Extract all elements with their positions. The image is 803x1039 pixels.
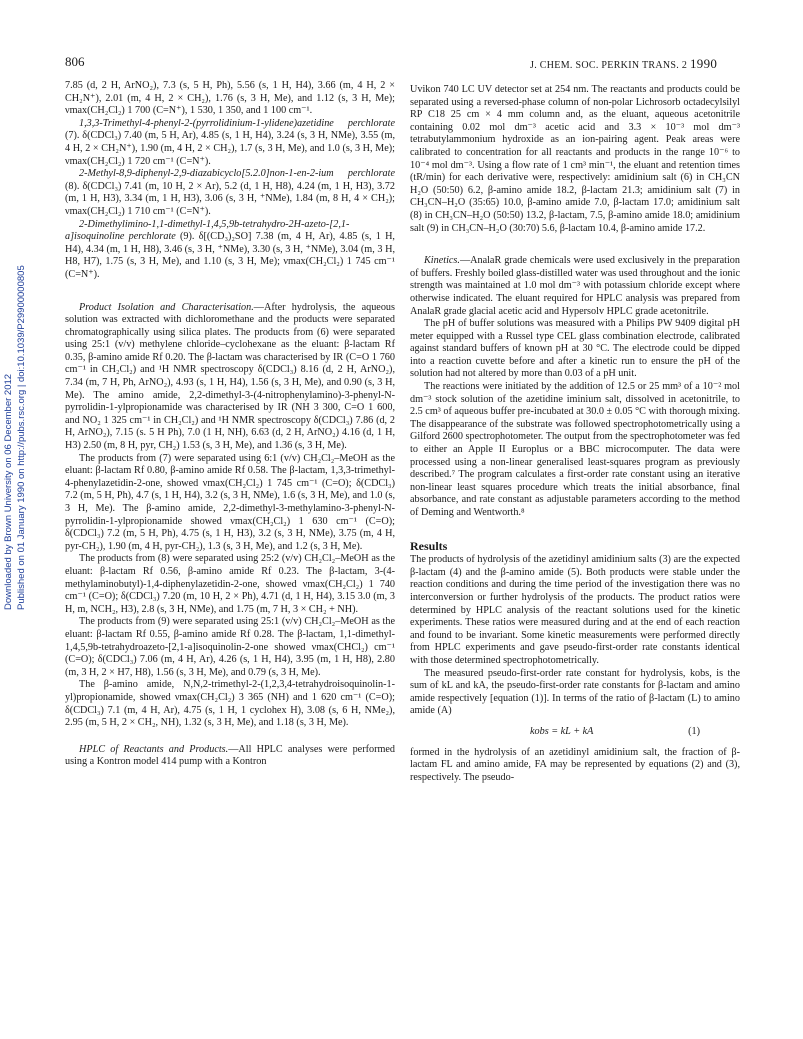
paragraph: The products of hydrolysis of the azetidinyl amidinium salts (3) are the expected β-lactam (4) and the β-amino amide (5). Both products were stable under the reaction conditions and during the time period of the investigation there was no interconversion or further hydrolysis of the products. The product ratios were determined by HPLC analysis of the reactant solutions used for the kinetic experiments. These ratios were measured during and at the end of each reaction and found to be invariant. Some kinetic measurements were performed directly from HPLC experiments and gave pseudo-first-order rate constants identical with those determined spectrophotometrically. [410, 554, 740, 666]
left-column [65, 80, 395, 769]
paragraph: Kinetics.—AnalaR grade chemicals were used exclusively in the preparation of buffers. Freshly boiled glass-distilled water was used throughout and the ionic strength was maintained at 1.0 mol dm⁻³ with potassium chloride except where otherwise indicated. The eluant required for HPLC analysis was prepared from AnalaR grade glacial acetic acid and Hypersolv HPLC grade acetonitrile. [410, 255, 740, 317]
paragraph: 1,3,3-Trimethyl-4-phenyl-2-(pyrrolidinium-1-ylidene)azetidine perchlorate (7). δ(CDCl₃) 7.40 (m, 5 H, Ar), 4.85 (s, 1 H, H4), 3.24 (s, 3 H, NMe), 3.55 (m, 4 H, 2 × CH₂N⁺), 1.90 (m, 4 H, 2 × CH₂), 1.7 (s, 3 H, Me), and 1.0 (s, 3 H, Me); νmax(CH₂Cl₂) 1 720 cm⁻¹ (C=N⁺). [65, 117, 395, 167]
paragraph: HPLC of Reactants and Products.—All HPLC analyses were performed using a Kontron model 414 pump with a Kontron [65, 743, 396, 768]
paragraph: The products from (9) were separated using 25:1 (v/v) CH₂Cl₂–MeOH as the eluant: β-lactam Rf 0.55, β-amino amide Rf 0.28. The β-lactam, 1,1-dimethyl-1,4,5,9b-tetrahydroazeto-[2,1-a]isoquinolin-2-one showed νmax(CHCl₂) cm⁻¹ (C=O); δ(CDCl₃) 7.06 (m, 4 H, Ar), 4.26 (s, 1 H, H4), 3.95 (m, 1 H, H8), 2.80 (m, 3 H, 2 × H7, H8), 1.56 (s, 3 H, Me), and 0.79 (s, 3 H, Me). [65, 616, 395, 678]
compound-title: 2-Dimethylimino-1,1-dimethyl-1,4,5,9b-tetrahydro-2H-azeto-[2,1-a]isoquinoline perchlorate [65, 218, 350, 243]
results-heading: Results [410, 538, 448, 553]
page-number: 806 [65, 54, 85, 69]
paragraph: The reactions were initiated by the addition of 12.5 or 25 mm³ of a 10⁻² mol dm⁻³ stock solution of the azetidine iminium salt, dissolved in acetonitrile, to 2.5 cm³ of aqueous buffer pre-incubated at 30.0 ± 0.05 °C with thorough mixing. The disappearance of the substrate was followed spectrophotometrically using a Gilford 2600 spectrophotometer. The output from the spectrophotometer was fed to either an Apple II Europlus or a BBC microcomputer. The data were processed using a non-linear generalised least-squares program as previously described.⁷ The program calculates a first-order rate constant using an iterative non-linear least squares procedure which treats the initial absorbance, final absorbance, and rate constant as adjustable parameters according to the method of Deming and Wentworth.⁸ [410, 381, 740, 518]
paragraph: Product Isolation and Characterisation.—After hydrolysis, the aqueous solution was extracted with dichloromethane and the products were separated chromatographically using silica plates. The products from (6) were separated using 25:1 (v/v) methylene chloride–cyclohexane as the eluant: β-lactam Rf 0.35, β-amino amide Rf 0.20. The β-lactam was characterised by IR (C=O 1 760 cm⁻¹ in CH₂Cl₂) and ¹H NMR spectroscopy δ(CDCl₃) 8.16 (d, 2 H, ArNO₂), 7.34 (m, 7 H, Ph, ArNO₂), 4.93 (s, 1 H, H4), 1.56 (s, 3 H, Me), and 0.90 (s, 3 H, Me). The amino amide, 2,2-dimethyl-3-(4-nitrophenylamino)-3-phenyl-N-pyrrolidin-1-ylpropionamide was characterised by IR (NH 3 300, C=O 1 600, and NO₂ 1 325 cm⁻¹ in CH₂Cl₂) and ¹H NMR spectroscopy δ(CDCl₃) 7.86 (d, 2 H, ArNO₂), 7.15 (s. 5 H Ph), 7.0 (1 H, NH), 6.63 (d, 2 H, ArNO₂) 4.16 (d, 1 H, H3) 2.50 (m, 8 H, pyr, CH₂) 1.53 (s, 3 H, Me), and 1.36 (s, 3 H, Me). [65, 301, 395, 452]
paragraph: 7.85 (d, 2 H, ArNO₂), 7.3 (s, 5 H, Ph), 5.56 (s, 1 H, H4), 3.66 (m, 4 H, 2 × CH₂N⁺), 2.01 (m, 4 H, 2 × CH₂), 1.76 (s, 3 H, Me), and 1.12 (s, 3 H, Me); νmax(CH₂Cl₂) 1 700 (C=N⁺), 1 530, 1 350, and 1 100 cm⁻¹. [65, 80, 395, 117]
paragraph: The products from (7) were separated using 6:1 (v/v) CH₂Cl₂–MeOH as the eluant: β-lactam Rf 0.80, β-amino amide Rf 0.58. The β-lactam, 1,3,3-trimethyl-4-phenylazetidin-2-one, showed νmax(CH₂Cl₂) 1 745 cm⁻¹ (C=O); δ(CDCl₃) 7.2 (m, 5 H, Ph), 4.7 (s, 1 H, H4), 3.2 (s, 3 H, NMe), 1.6 (s, 3 H, Me), and 1.0 (s, 3 H, Me). The β-amino amide, 2,2-dimethyl-3-methylamino-3-phenyl-N-pyrrolidin-1-ylpropionamide showed νmax(CH₂Cl₂) 1 630 cm⁻¹ (C=O); δ(CDCl₃) 7.2 (m, 5 H, Ph), 4.75 (s, 1 H, H3), 3.2 (s, 3 H, NMe), 3.75 (m, 4 H, pyr-CH₂), 1.90 (m, 4 H, pyr-CH₂), 1.3 (s, 3 H, Me), and 1.2 (s, 3 H, Me). [65, 452, 395, 552]
equation-1 [410, 718, 740, 747]
download-sidebar [2, 180, 30, 610]
journal-header [530, 56, 717, 72]
paragraph: The β-amino amide, N,N,2-trimethyl-2-(1,2,3,4-tetrahydroisoquinolin-1-yl)propionamide, showed νmax(CH₂Cl₂) 3 365 (NH) and 1 620 cm⁻¹ (C=O); δ(CDCl₃) 7.1 (m, 4 H, Ar), 4.75 (s, 1 H, 1 cyclohex H), 3.08 (s, 6 H, NMe₂), 2.95 (m, 5 H, 2 × CH₂, NH), 1.32 (s, 3 H, Me), and 1.18 (s, 3 H, Me). [65, 679, 395, 729]
paragraph: The pH of buffer solutions was measured with a Philips PW 9409 digital pH meter equipped with a Russel type CEL glass combination electrode, calibrated against standard buffers of known pH at 30 °C. The electrode could be dipped into a reaction cuvette before and after a kinetic run to ensure the pH of the solution had not altered by more than 0.03 of a pH unit. [410, 318, 740, 380]
sidebar-download-line[interactable]: Downloaded by Brown University on 06 December 2012 [3, 373, 14, 610]
paragraph: formed in the hydrolysis of an azetidinyl amidinium salt, the fraction of β-lactam FL and amino amide, FA may be represented by equations (2) and (3), respectively. The pseudo- [410, 746, 740, 783]
paragraph: 2-Methyl-8,9-diphenyl-2,9-diazabicyclo[5.2.0]non-1-en-2-ium perchlorate (8). δ(CDCl₃) 7.41 (m, 10 H, 2 × Ar), 5.2 (d, 1 H, H8), 4.24 (m, 1 H, H3), 3.72 (m, 1 H, H3), 3.34 (m, 1 H, H3), 3.06 (s, 3 H, ⁺NMe), 1.84 (m, 8 H, 4 × CH₂); νmax(CH₂Cl₂) 1 710 cm⁻¹ (C=N⁺). [65, 168, 395, 217]
equation-body: kobs = kL + kA [530, 725, 594, 737]
sidebar-doi-line[interactable]: Published on 01 January 1990 on http://pubs.rsc.org | doi:10.1039/P29900000805 [16, 265, 27, 610]
subsection-title: Product Isolation and Characterisation. [79, 301, 254, 313]
journal-year: 1990 [689, 56, 718, 71]
compound-title: 1,3,3-Trimethyl-4-phenyl-2-(pyrrolidinium-1-ylidene)azetidine perchlorate [79, 117, 395, 129]
paragraph: The measured pseudo-first-order rate constant for hydrolysis, kobs, is the sum of kL and kA, the pseudo-first-order rate constants for β-lactam and amino amide respectively [equation (1)]. In terms of the ratio of β-lactam (L) to amino amide (A) [410, 667, 740, 717]
journal-title: J. CHEM. SOC. PERKIN TRANS. 2 [530, 60, 688, 71]
paragraph: The products from (8) were separated using 25:2 (v/v) CH₂Cl₂–MeOH as the eluant: β-lactam Rf 0.56, β-amino amide Rf 0.23. The β-lactam, 3-(4-methylaminobutyl)-1,4-diphenylazetidin-2-one, showed νmax(CH₂Cl₂) 1 740 cm⁻¹ (C=O); δ(CDCl₃) 7.20 (m, 10 H, 2 × Ph), 4.71 (d, 1 H, H4), 3.15 3.0 (m, 3 H, m, NCH₂, H3), 2.8 (s, 3 H, NMe), and 1.75 (m, 7 H, 3 × CH₂ + NH). [65, 553, 395, 615]
paragraph: 2-Dimethylimino-1,1-dimethyl-1,4,5,9b-tetrahydro-2H-azeto-[2,1-a]isoquinoline perchlorate (9). δ[(CD₃)₂SO] 7.38 (m, 4 H, Ar), 4.85 (s, 1 H, H4), 4.34 (m, 1 H, H8), 3.46 (s, 3 H, ⁺NMe), 3.30 (s, 3 H, ⁺NMe), 3.04 (m, 3 H, H8, H7), 1.75 (s, 3 H, Me), and 1.10 (s, 3 H, Me); νmax(CH₂Cl₂) 1 745 cm⁻¹ (C=N⁺). [65, 218, 395, 280]
subsection-title: HPLC of Reactants and Products. [79, 743, 229, 755]
paragraph: Uvikon 740 LC UV detector set at 254 nm. The reactants and products could be separated using a reversed-phase column of non-polar Lichrosorb octadecylsilyl RP C18 25 cm × 4 mm column and, as the eluant, aqueous acetonitrile containing 0.02 mol dm⁻³ acetic acid and 3.3 × 10⁻³ mol dm⁻³ tetrabutylammonium hydroxide as an ion-pairing agent. Peak areas were calibrated to concentration for all reactants and products in the range 10⁻⁶ to 10⁻⁴ mol dm⁻³. Using a flow rate of 1 cm³ min⁻¹, the eluant and retention times (tR/min) for each derivative were, respectively: amidinium salt (6) in CH₃CN H₂O (50:50) 6.2, β-amino amide 18.2, β-lactam 21.3; amidinium salt (7) in CH₃CN–H₂O (35:65) 10.0, β-amino amide 7.0, β-lactam 17.0; amidinium salt (8) in CH₃CN–H₂O (50:50) 13.2, β-lactam, 7.5, β-amino amide 18.0; amidinium salt (9) in CH₃CN–H₂O (30:70) 5.6, β-lactam 10.4, β-amino amide 17.2. [410, 84, 740, 234]
subsection-title: Kinetics. [424, 255, 460, 267]
compound-title: 2-Methyl-8,9-diphenyl-2,9-diazabicyclo[5.2.0]non-1-en-2-ium perchlorate [79, 168, 395, 180]
equation-number: (1) [688, 725, 700, 737]
right-column [410, 84, 740, 784]
